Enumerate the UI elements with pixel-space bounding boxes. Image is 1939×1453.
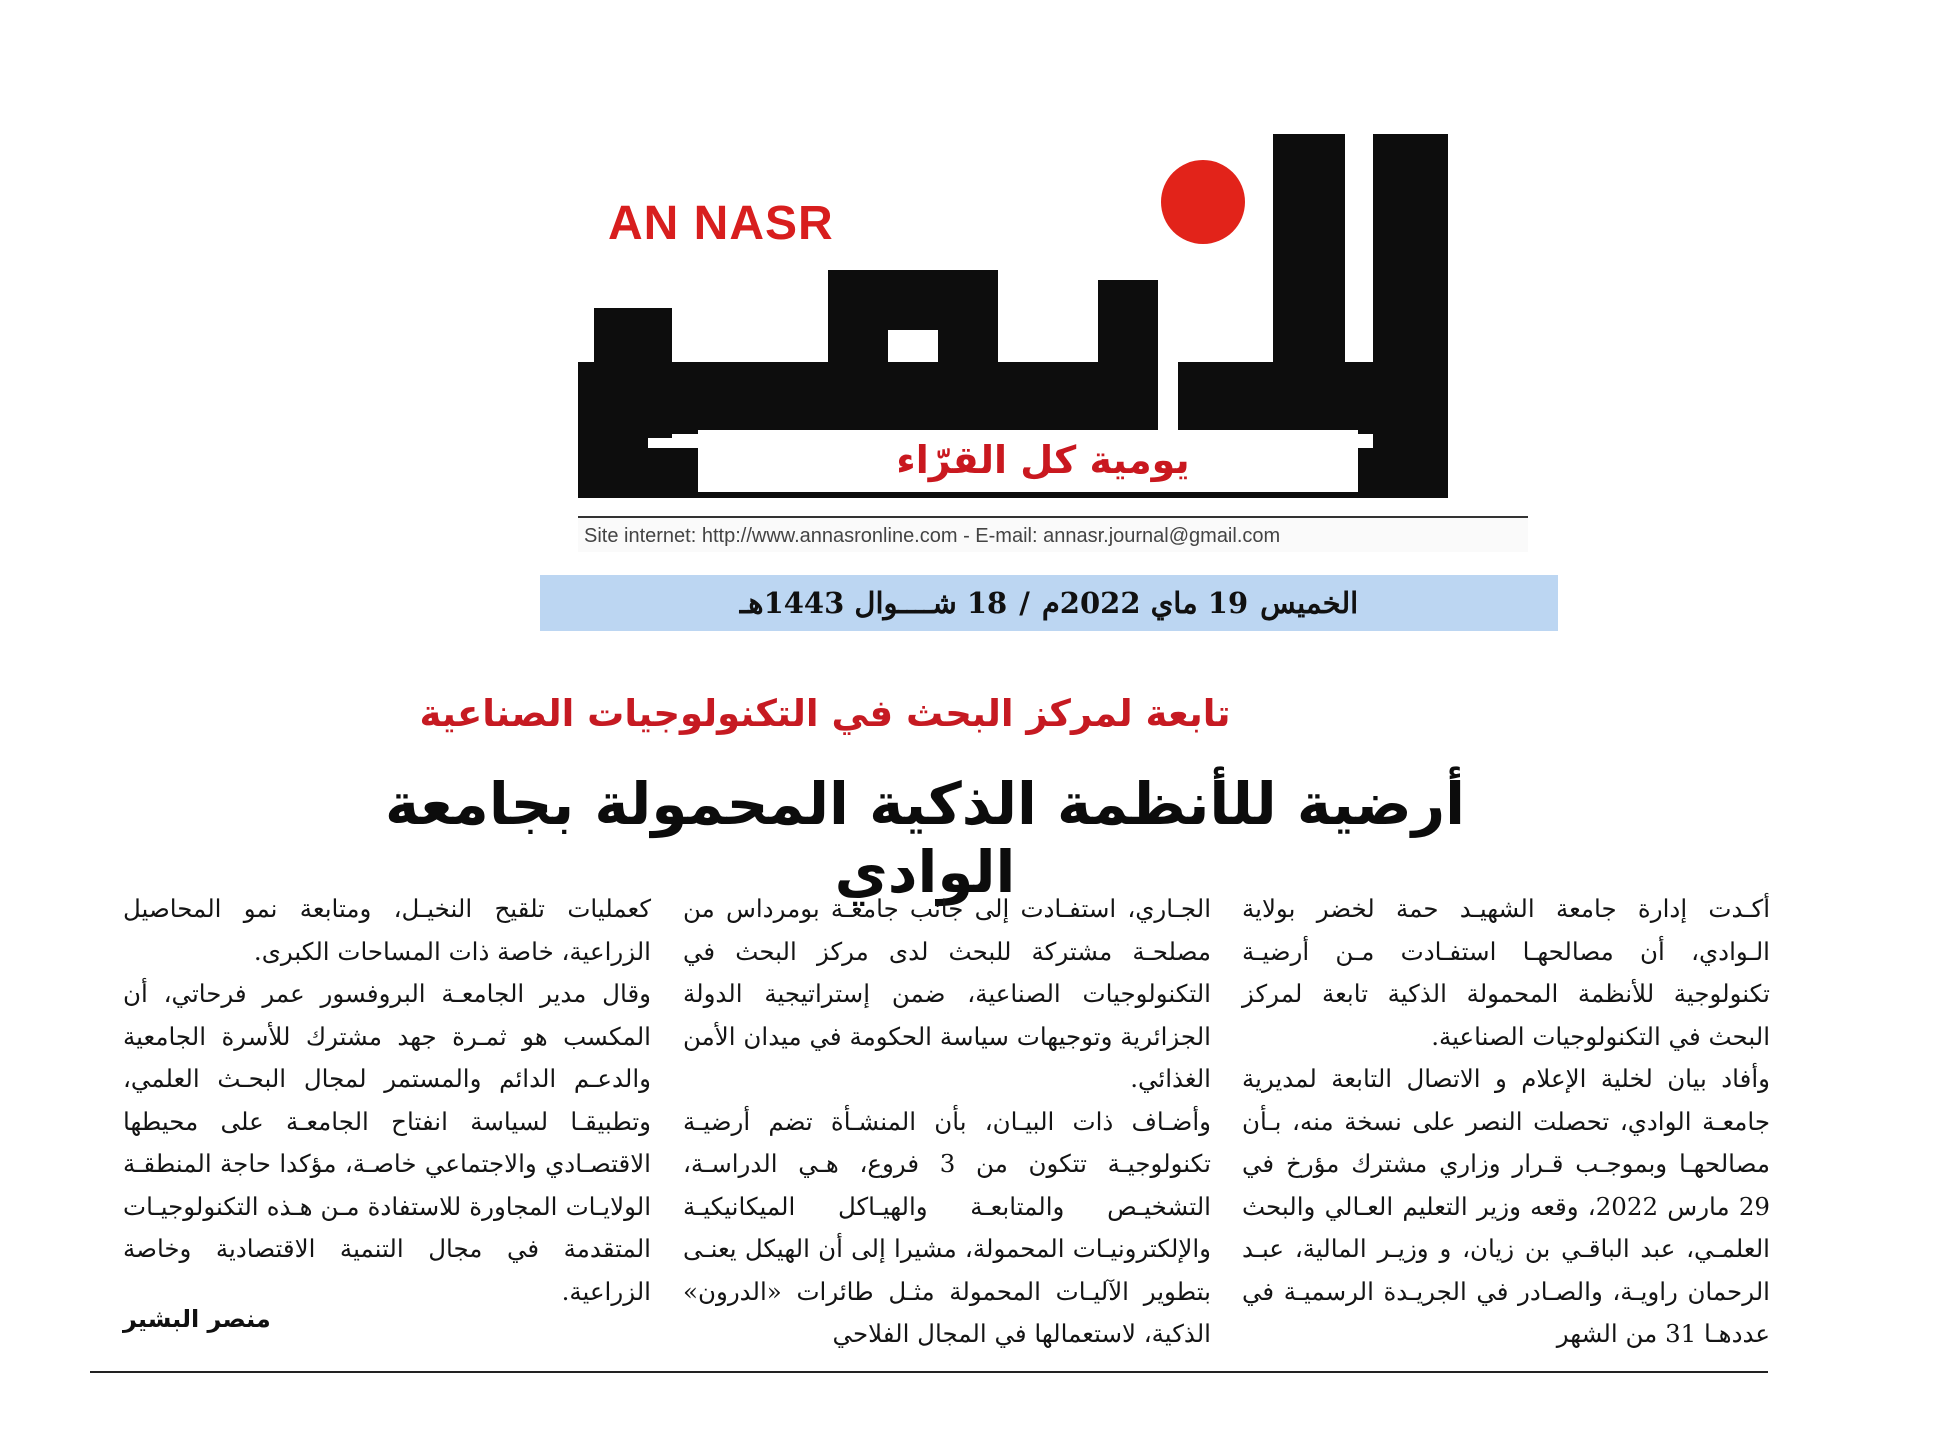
paragraph: وأضـاف ذات البيـان، بأن المنشـأة تضم أرضيـة تكنولوجيـة تتكون من 3 فروع، هـي الدراسـة، التشخيـص والمتابعـة والهيـاكل الميكانيكيـة والإلكترونيـات المحمولة، مشيرا إلى أن الهيكل يعنـى بتطوير الآليـات المحمولة مثـل طائرات «الدرون» الذكية، لاستعمالها في المجال الفلاحي	[683, 1106, 1211, 1348]
paragraph: كعمليات تلقيح النخيـل، ومتابعة نمو المحاصيل الزراعية، خاصة ذات المساحات الكبرى.	[123, 894, 651, 966]
logo-contact-line: Site internet: http://www.annasronline.com - E-mail: annasr.journal@gmail.com	[578, 516, 1528, 552]
logo-tagline: يومية كل القرّاء	[896, 438, 1190, 482]
article-column-1	[1242, 888, 1770, 1356]
article-kicker: تابعة لمركز البحث في التكنولوجيات الصناعية	[419, 692, 1231, 735]
paragraph: أكـدت إدارة جامعة الشهيـد حمة لخضر بولاية الـوادي، أن مصالحهـا استفـادت مـن أرضيـة تكنولوجية للأنظمة المحمولة الذكية تابعة لمركز البحث في التكنولوجيات الصناعية.	[1242, 894, 1770, 1051]
article-headline: أرضية للأنظمة الذكية المحمولة بجامعة الوادي	[385, 770, 1465, 906]
logo-red-dot	[1161, 160, 1245, 244]
date-hijri: 18 شــــوال 1443هـ	[739, 586, 1008, 620]
paragraph: وقال مدير الجامعـة البروفسور عمر فرحاتي، أن المكسب هو ثمـرة جهد مشترك للأسرة الجامعية والدعـم الدائم والمستمر لمجال البحـث العلمي، وتطبيقـا لسياسة انفتاح الجامعـة على محيطها الاقتصـادي والاجتماعي خاصـة، مؤكدا حاجة المنطقـة الولايـات المجاورة للاستفادة مـن هـذه التكنولوجيـات المتقدمة في مجال التنمية الاقتصادية وخاصة الزراعية.	[123, 979, 651, 1306]
masthead	[578, 130, 1528, 547]
paragraph: الجـاري، استفـادت إلى جانب جامعـة بومرداس من مصلحـة مشتركة للبحث لدى مركز البحث في التكنولوجيات الصناعية، ضمن إستراتيجية الدولة الجزائرية وتوجيهات سياسة الحكومة في ميدان الأمن الغذائي.	[683, 894, 1211, 1093]
logo-latin-name: AN NASR	[608, 197, 834, 250]
article-byline: منصر البشير	[123, 1305, 271, 1333]
article-column-3	[123, 888, 651, 1313]
bottom-divider	[90, 1371, 1768, 1373]
article-column-2	[683, 888, 1211, 1356]
date-bar	[540, 575, 1558, 631]
date-separator: /	[1019, 586, 1030, 620]
paragraph: وأفاد بيان لخلية الإعلام و الاتصال التابعة لمديرية جامعـة الوادي، تحصلت النصر على نسخة منه، بـأن مصالحهـا وبموجـب قـرار وزاري مشترك مؤرخ في 29 مارس 2022، وقعه وزير التعليم العـالي والبحث العلمـي، عبد الباقـي بن زيان، و وزيـر المالية، عبـد الرحمان راويـة، والصـادر في الجريـدة الرسميـة في عددهـا 31 من الشهر	[1242, 1064, 1771, 1348]
date-day: الخميس	[1260, 586, 1359, 620]
date-gregorian: 19 ماي 2022م	[1041, 586, 1249, 620]
